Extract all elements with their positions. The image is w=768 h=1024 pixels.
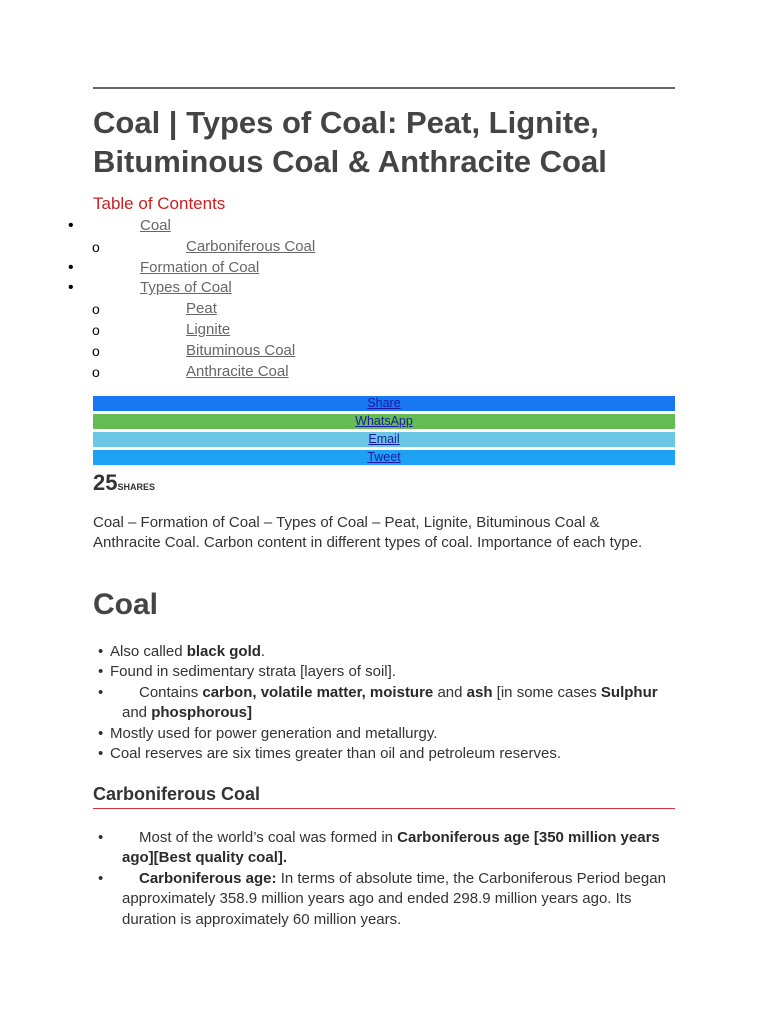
bullet-text: . — [260, 643, 266, 660]
bullet-icon: • — [98, 745, 104, 763]
bullet-icon: • — [98, 829, 104, 846]
toc-link-formation-of-coal[interactable]: Formation of Coal — [140, 258, 260, 276]
bullet-icon: • — [98, 643, 104, 660]
bullet-icon: • — [98, 663, 104, 681]
bullet-bold: phosphorous] — [151, 704, 253, 722]
bullet-bold: Carboniferous age [350 million years ago][Best quality coal]. — [122, 829, 660, 867]
email-button[interactable] — [93, 432, 675, 447]
bullet-bold: Carboniferous age: — [139, 869, 277, 887]
bullet-text: Mostly used for power generation and metallurgy. — [110, 724, 438, 742]
toc-item — [0, 216, 768, 237]
circle-bullet-icon: o — [92, 238, 100, 255]
toc-item — [0, 237, 768, 258]
toc-item — [0, 299, 768, 320]
share-count-label: SHARES — [117, 482, 155, 492]
list-item — [93, 744, 668, 764]
coal-heading: Coal — [93, 588, 159, 621]
email-link[interactable]: Email — [368, 432, 400, 446]
whatsapp-link[interactable]: WhatsApp — [355, 414, 413, 428]
circle-bullet-icon: o — [92, 342, 100, 359]
list-item — [93, 724, 668, 744]
toc-heading: Table of Contents — [93, 194, 226, 213]
list-item — [93, 662, 668, 682]
toc-link-carboniferous-coal[interactable]: Carboniferous Coal — [186, 237, 316, 255]
bullet-text: Most of the world’s coal was formed in — [139, 829, 398, 846]
toc-item — [0, 278, 768, 299]
share-count — [93, 470, 155, 496]
toc-item — [0, 362, 768, 383]
bullet-bold: carbon, volatile matter, moisture — [202, 683, 434, 701]
coal-bullet-list — [93, 642, 668, 764]
bullet-text: Contains — [139, 683, 203, 701]
bullet-bold: ash — [466, 683, 493, 701]
bullet-bold: Sulphur — [600, 683, 658, 701]
carboniferous-bullet-list — [93, 828, 668, 930]
list-item — [93, 869, 668, 930]
toc-link-types-of-coal[interactable]: Types of Coal — [140, 279, 232, 297]
article-title: Coal | Types of Coal: Peat, Lignite, Bituminous Coal & Anthracite Coal — [93, 105, 607, 179]
list-item — [93, 683, 668, 724]
bullet-text: Coal reserves are six times greater than oil and petroleum reserves. — [110, 745, 562, 763]
tweet-link[interactable]: Tweet — [367, 450, 401, 464]
bullet-text: Found in sedimentary strata [layers of soil]. — [110, 663, 396, 681]
share-link[interactable]: Share — [367, 396, 401, 410]
list-item — [93, 642, 668, 662]
circle-bullet-icon: o — [92, 363, 100, 380]
bullet-icon: • — [98, 683, 104, 701]
table-of-contents — [0, 216, 768, 382]
bullet-text: [in some cases — [492, 683, 601, 701]
toc-item — [0, 320, 768, 341]
toc-link-bituminous-coal[interactable]: Bituminous Coal — [186, 341, 296, 359]
toc-item — [0, 341, 768, 362]
toc-link-anthracite-coal[interactable]: Anthracite Coal — [186, 362, 289, 380]
toc-link-lignite[interactable]: Lignite — [186, 320, 231, 338]
bullet-text: and — [433, 683, 467, 701]
carboniferous-heading: Carboniferous Coal — [93, 784, 261, 804]
toc-link-coal[interactable]: Coal — [140, 217, 171, 234]
circle-bullet-icon: o — [92, 321, 100, 338]
list-item — [93, 828, 668, 869]
bullet-text: In terms of absolute time, the Carboniferous Period began approximately 358.9 million years ago and ended 298.9 million years ago. Its duration is approximately 60 million years. — [122, 869, 666, 928]
bullet-icon: • — [68, 258, 74, 276]
tweet-button[interactable] — [93, 450, 675, 465]
bullet-bold: black gold — [186, 643, 261, 660]
bullet-icon: • — [68, 217, 74, 234]
toc-link-peat[interactable]: Peat — [186, 300, 217, 318]
bullet-text: and — [122, 704, 152, 722]
whatsapp-button[interactable] — [93, 414, 675, 429]
toc-item — [0, 258, 768, 279]
share-button[interactable] — [93, 396, 675, 411]
bullet-text: Also called — [110, 643, 187, 660]
bullet-icon: • — [68, 279, 74, 297]
bullet-icon: • — [98, 869, 104, 887]
circle-bullet-icon: o — [92, 301, 100, 318]
share-count-number: 25 — [93, 470, 118, 495]
intro-paragraph: Coal – Formation of Coal – Types of Coal – Peat, Lignite, Bituminous Coal & Anthracite Coal. Carbon content in different types of coal. Importance of each type. — [93, 514, 643, 551]
bullet-icon: • — [98, 724, 104, 742]
heading-underline — [93, 808, 675, 809]
top-divider — [93, 87, 675, 89]
